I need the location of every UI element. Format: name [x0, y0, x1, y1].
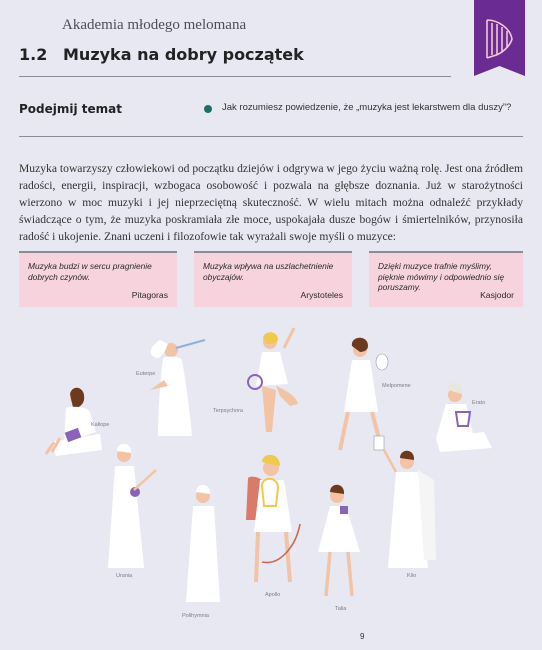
quote-text: Muzyka budzi w sercu pragnienie dobrych czynów. [28, 261, 152, 282]
figure-label-thalia: Talia [335, 606, 347, 612]
quote-text: Dzięki muzyce trafnie myślimy, pięknie mówimy i odpowiednio się poruszamy. [378, 261, 505, 292]
topic-label: Podejmij temat [19, 102, 123, 116]
figure-label-melpomene: Melpomene [382, 383, 411, 389]
quote-box [194, 253, 352, 307]
chapter-number: 1.2 [19, 45, 48, 64]
muse-polyhymnia-figure [186, 485, 220, 602]
chapter-title: Muzyka na dobry początek [63, 45, 304, 64]
figure-label-apollo: Apollo [265, 592, 281, 598]
topic-question: Jak rozumiesz powiedzenie, że „muzyka jest lekarstwem dla duszy”? [222, 102, 512, 113]
figure-label-erato: Erato [472, 400, 486, 406]
figure-label-kalliope: Kaliope [91, 422, 110, 428]
figure-label-terpsychora: Terpsychora [213, 408, 243, 414]
muse-klio-figure [374, 436, 436, 568]
topic-divider [19, 136, 523, 137]
muse-terpsychora-figure [248, 328, 298, 432]
quote-author: Kasjodor [480, 290, 514, 300]
intro-paragraph: Muzyka towarzyszy człowiekowi od początku dziejów i odgrywa w jego życiu ważną rolę. Jest ona źródłem radości, energii, inspiracji, wzbogaca osobowość i pozwala na głębsze doznania. Już w starożytności wierzono w moc muzyki i jej nieprzeciętną skuteczność. W wielu mitach można odnaleźć przykłady świadczące o tym, że muzyka poskramiała złe moce, uspokajała dusze bogów i śmiertelników, przynosiła radość i ukojenie. Znani uczeni i filozofowie tak wyrażali swoje myśli o muzyce: [19, 162, 523, 243]
muse-melpomene-figure [340, 338, 388, 450]
series-title: Akademia młodego melomana [62, 17, 247, 33]
chapter-ribbon [474, 0, 525, 76]
figure-label-polyhymnia: Polihymnia [182, 613, 209, 619]
muse-thalia-figure [318, 485, 360, 596]
quote-box [19, 253, 177, 307]
header-divider [19, 76, 451, 77]
muse-euterpe-figure [150, 340, 205, 436]
muse-erato-figure [436, 383, 492, 452]
muses-illustration [0, 320, 542, 630]
figure-label-klio: Klio [407, 573, 417, 579]
muse-apollo-figure [246, 455, 300, 582]
quote-author: Pitagoras [131, 290, 168, 300]
quote-text: Muzyka wpływa na uszlachetnienie obyczajów. [203, 261, 334, 282]
page-number: 9 [360, 632, 365, 641]
figure-label-euterpe: Euterpe [136, 371, 156, 377]
bullet-icon [204, 105, 212, 113]
muse-urania-figure [108, 444, 156, 568]
quote-box [369, 253, 523, 307]
quote-author: Arystoteles [300, 290, 343, 300]
figure-label-urania: Urania [116, 573, 133, 579]
